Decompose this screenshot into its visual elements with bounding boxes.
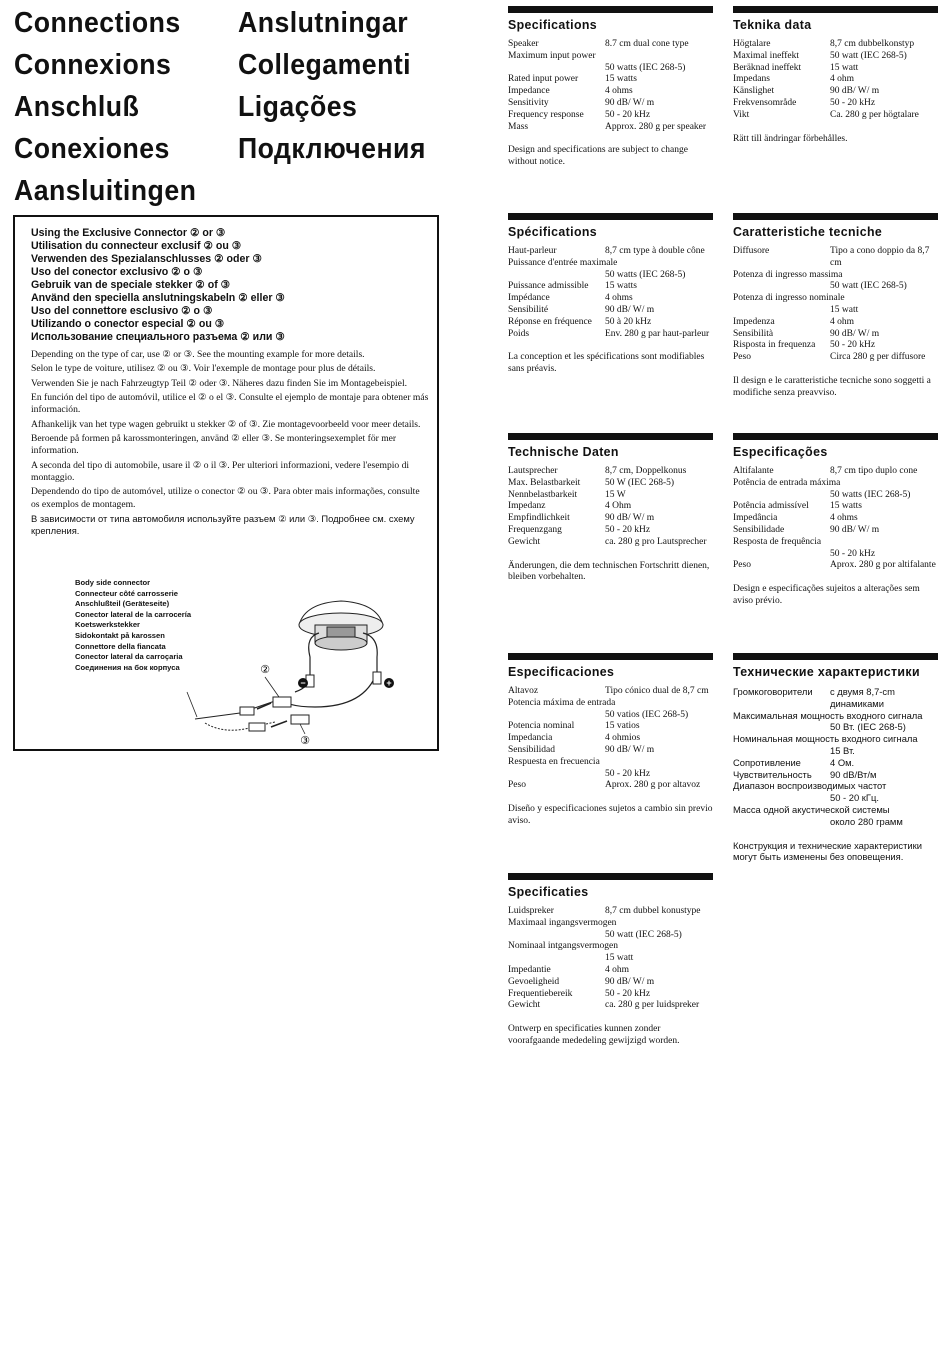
spec-row [733, 246, 938, 270]
spec-label: Potenza di ingresso nominale [733, 293, 845, 304]
spec-row [508, 513, 713, 525]
spec-row [508, 305, 713, 317]
section-rule [508, 433, 713, 440]
section-title: Spécifications [508, 224, 598, 239]
title-connections: Connections [14, 7, 181, 39]
spec-value: 15 vatios [605, 721, 640, 732]
spec-label: Громкоговорители [733, 686, 813, 697]
section-rule [733, 653, 938, 660]
spec-value: 8,7 cm tipo duplo cone [830, 466, 918, 476]
spec-label: Impedantie [508, 964, 551, 975]
spec-label: Potência admissível [733, 501, 809, 512]
spec-note: La conception et les spécifications sont modifiables sans préavis. [508, 352, 705, 375]
spec-value: 50 - 20 кГц. [830, 792, 879, 804]
spec-label: Sensibilité [508, 304, 549, 315]
spec-value: 4 ohms [830, 513, 858, 524]
spec-label: Altifalante [733, 466, 774, 476]
section-title: Especificaciones [508, 664, 615, 679]
spec-row [733, 98, 938, 110]
specs-nl [508, 873, 713, 1048]
specs-ru [733, 653, 938, 863]
para-ru: В зависимости от типа автомобиля используйте разъем ② или ③. Подробнее см. схему крепления. [31, 512, 415, 537]
spec-label: Sensibilidad [508, 744, 555, 755]
spec-row [508, 977, 713, 989]
spec-value: 50 vatios (IEC 268-5) [605, 709, 689, 720]
spec-row [733, 525, 938, 537]
spec-label: Nennbelastbarkeit [508, 489, 578, 500]
label-de: Anschlußteil (Geräteseite) [75, 599, 170, 609]
para-fr: Selon le type de voiture, utilisez ② ou ③. Voir l'exemple de montage pour plus de détails. [31, 363, 376, 375]
spec-label: Maximum input power [508, 50, 596, 61]
spec-value: 50 - 20 kHz [605, 524, 651, 535]
spec-label: Impédance [508, 293, 550, 304]
spec-label: Maximaal ingangsvermogen [508, 917, 617, 928]
heading-nl: Gebruik van de speciale stekker ② of ③ [31, 279, 231, 291]
spec-label: Impedance [508, 86, 550, 97]
spec-value: Aprox. 280 g por altavoz [605, 780, 701, 791]
specs-it [733, 213, 938, 400]
spec-label: Impedância [733, 513, 778, 524]
spec-row [508, 906, 713, 918]
spec-label: Potência de entrada máxima [733, 477, 841, 488]
spec-value: 8,7 cm dubbelkonstyp [830, 39, 915, 49]
spec-label: Nominaal intgangsvermogen [508, 941, 619, 952]
spec-value: 90 dB/ W/ m [830, 86, 880, 97]
section-title: Teknika data [733, 17, 812, 32]
spec-value: 4 ohm [830, 74, 855, 85]
marker-3: ③ [300, 734, 310, 747]
spec-value: 8.7 cm dual cone type [605, 39, 689, 49]
spec-label: Gewicht [508, 1000, 541, 1011]
marker-2: ② [260, 663, 270, 676]
section-rule [508, 6, 713, 13]
spec-row [733, 757, 938, 769]
section-rule [733, 6, 938, 13]
spec-row [508, 686, 713, 698]
spec-row [508, 537, 713, 549]
spec-label: Gevoeligheid [508, 976, 560, 987]
section-rule [733, 213, 938, 220]
spec-value: 4 Ом. [830, 756, 855, 768]
spec-row [508, 122, 713, 134]
spec-value: 4 ohms [605, 86, 633, 97]
title-conexiones: Conexiones [14, 133, 170, 165]
section-title: Especificações [733, 444, 828, 459]
spec-label: Масса одной акустической системы [733, 803, 890, 815]
spec-value: 15 watt [830, 62, 859, 73]
spec-label: Impedanz [508, 501, 546, 512]
spec-label: Högtalare [733, 39, 771, 49]
spec-value: 50 Вт. (IEC 268-5) [830, 721, 906, 733]
spec-value: 90 dB/ W/ m [605, 744, 655, 755]
spec-value: 50 watt (IEC 268-5) [830, 281, 907, 292]
body-connector-leader [187, 692, 197, 717]
plus-sign: + [386, 678, 392, 688]
spec-label: Max. Belastbarkeit [508, 477, 581, 488]
spec-row [733, 352, 938, 364]
heading-it: Uso del connettore esclusivo ② o ③ [31, 305, 213, 317]
spec-label: Beräknad ineffekt [733, 62, 802, 73]
spec-row [508, 745, 713, 757]
spec-value: 15 watts [605, 74, 637, 85]
spec-note: Design e especificações sujeitos a alterações sem aviso prévio. [733, 584, 920, 606]
spec-row [508, 1000, 713, 1012]
specs-de [508, 433, 713, 584]
spec-row [508, 965, 713, 977]
spec-value: 50 - 20 kHz [830, 548, 876, 559]
spec-value: Aprox. 280 g por altifalante [830, 560, 936, 571]
section-rule [508, 653, 713, 660]
para-pt: Dependendo do tipo de automóvel, utilize o conector ② ou ③. Para obter mais informações, consulte os exemplos de montagem. [31, 486, 420, 510]
specs-en [508, 6, 713, 169]
spec-row [733, 63, 938, 75]
spec-label: Peso [508, 780, 526, 791]
spec-value: 4 Ohm [605, 501, 632, 512]
section-title: Caratteristiche tecniche [733, 224, 883, 239]
spec-row [508, 293, 713, 305]
spec-row [733, 769, 938, 781]
title-connexions: Connexions [14, 49, 172, 81]
marker-2-leader [265, 677, 279, 697]
specs-es [508, 653, 713, 828]
spec-label: Potencia máxima de entrada [508, 697, 616, 708]
section-rule [508, 873, 713, 880]
spec-note: Il design e le caratteristiche tecniche sono soggetti a modifiche senza preavviso. [733, 375, 931, 398]
spec-value: 50 W (IEC 268-5) [605, 477, 675, 488]
label-sv: Sidokontakt på karossen [75, 630, 165, 640]
para-es: En función del tipo de automóvil, utilice el ② o el ③. Consulte el ejemplo de montaje para obtener más información. [31, 392, 429, 416]
section-rule [508, 213, 713, 220]
heading-sv: Använd den speciella anslutningskabeln ② eller ③ [31, 292, 285, 304]
spec-value: 15 watt [605, 953, 634, 964]
spec-value: 90 dB/ W/ m [830, 328, 880, 339]
spec-value: 90 dB/ W/ m [830, 524, 880, 535]
section-title: Specificaties [508, 884, 589, 899]
heading-en: Using the Exclusive Connector ② or ③ [31, 227, 226, 239]
spec-value: 15 watts [830, 501, 862, 512]
spec-label: Luidspreker [508, 906, 554, 916]
spec-label: Empfindlichkeit [508, 513, 570, 524]
spec-row [508, 74, 713, 86]
spec-value: 15 watt [830, 304, 859, 315]
spec-label: Altavoz [508, 686, 539, 696]
spec-note: Ontwerp en specificaties kunnen zonder voorafgaande mededeling gewijzigd worden. [508, 1024, 680, 1046]
spec-row [508, 490, 713, 502]
title-ligacoes: Ligações [238, 91, 358, 123]
spec-label: Resposta de frequência [733, 536, 822, 547]
spec-label: Gewicht [508, 536, 541, 547]
para-sv: Beroende på formen på karossmonteringen, använd ② eller ③. Se monteringsexemplet för mer information. [31, 433, 397, 457]
section-title: Технические характеристики [733, 664, 920, 679]
section-title: Specifications [508, 17, 598, 32]
spec-value: 50 - 20 kHz [830, 340, 876, 351]
spec-label: Vikt [733, 109, 750, 120]
label-ru: Соединения на бок корпуса [75, 662, 180, 672]
spec-value: около 280 грамм [830, 815, 903, 827]
connector-box [13, 215, 439, 751]
spec-note: Конструкция и технические характеристики могут быть изменены без оповещения. [733, 839, 922, 863]
spec-row [508, 110, 713, 122]
spec-value: 50 à 20 kHz [605, 316, 652, 327]
spec-value: ca. 280 g per luidspreker [605, 1000, 700, 1011]
spec-row [733, 466, 938, 478]
label-it: Connettore della fiancata [75, 641, 166, 651]
spec-value: Tipo a cono doppio da 8,7 cm [830, 246, 930, 268]
titles-left [14, 2, 196, 212]
spec-value: 15 W [605, 489, 626, 500]
spec-value: ca. 280 g pro Lautsprecher [605, 536, 707, 547]
spec-value: 90 dB/ W/ m [605, 976, 655, 987]
spec-label: Frekvensområde [733, 97, 797, 108]
minus-sign: − [300, 678, 306, 688]
spec-row [733, 51, 938, 63]
spec-row [508, 478, 713, 490]
spec-row [508, 721, 713, 733]
spec-label: Haut-parleur [508, 246, 557, 256]
spec-value: 15 Вт. [830, 744, 855, 756]
spec-row [508, 317, 713, 329]
connector-diagram [165, 597, 405, 747]
spec-row [733, 513, 938, 525]
spec-label: Чувствительность [733, 768, 812, 780]
specs-pt [733, 433, 938, 608]
spec-value: 50 - 20 kHz [605, 109, 651, 120]
spec-row [733, 686, 938, 710]
spec-row [508, 39, 713, 51]
spec-row [508, 86, 713, 98]
spec-value: 4 ohm [830, 316, 855, 327]
spec-label: Puissance admissible [508, 281, 589, 292]
heading-pt: Utilizando o conector especial ② ou ③ [31, 318, 225, 330]
spec-value: Ca. 280 g per högtalare [830, 109, 919, 120]
plug-plus [373, 672, 381, 684]
cable-assembly [195, 697, 309, 731]
spec-label: Impedenza [733, 316, 775, 327]
spec-row [733, 317, 938, 329]
spec-row [508, 780, 713, 792]
label-nl: Koetswerkstekker [75, 620, 141, 630]
spec-value: Approx. 280 g per speaker [605, 121, 707, 132]
spec-label: Rated input power [508, 74, 579, 85]
spec-row [733, 74, 938, 86]
spec-row [508, 525, 713, 537]
spec-value: Tipo cónico dual de 8,7 cm [605, 686, 709, 696]
spec-label: Peso [733, 560, 751, 571]
spec-value: с двумя 8,7-cm динамиками [830, 686, 895, 709]
label-fr: Connecteur côté carrosserie [75, 588, 178, 598]
spec-row [508, 329, 713, 341]
spec-row [508, 733, 713, 745]
spec-value: 50 - 20 kHz [830, 97, 876, 108]
spec-value: 15 watts [605, 281, 637, 292]
label-es: Conector lateral de la carrocería [75, 609, 192, 619]
spec-label: Peso [733, 352, 751, 363]
spec-label: Sensitivity [508, 97, 549, 108]
spec-row [733, 110, 938, 122]
spec-value: 90 dB/ W/ m [605, 304, 655, 315]
spec-value: 8,7 cm type à double cône [605, 246, 705, 256]
heading-ru: Использование специального разъема ② или ③ [31, 331, 285, 343]
spec-label: Frequency response [508, 109, 584, 120]
spec-label: Impedancia [508, 733, 553, 744]
spec-label: Диапазон воспроизводимых частот [733, 780, 887, 792]
specs-sv [733, 6, 938, 145]
spec-value: Circa 280 g per diffusore [830, 352, 926, 363]
spec-label: Potenza di ingresso massima [733, 269, 843, 280]
spec-row [733, 340, 938, 352]
spec-value: 4 ohmios [605, 733, 641, 744]
spec-label: Maximal ineffekt [733, 50, 800, 61]
spec-label: Speaker [508, 39, 539, 49]
speaker-drawing [299, 601, 383, 650]
spec-row [508, 466, 713, 478]
spec-label: Mass [508, 121, 529, 132]
spec-row [508, 989, 713, 1001]
spec-note: Änderungen, die dem technischen Fortschritt dienen, bleiben vorbehalten. [508, 560, 710, 583]
spec-label: Poids [508, 328, 530, 339]
label-en: Body side connector [75, 578, 151, 587]
spec-label: Sensibilità [733, 328, 774, 339]
spec-label: Сопротивление [733, 756, 801, 768]
spec-row [733, 86, 938, 98]
spec-row [508, 281, 713, 293]
spec-label: Sensibilidade [733, 524, 785, 535]
spec-value: 50 watt (IEC 268-5) [605, 929, 682, 940]
titles-right [238, 2, 426, 170]
para-it: A seconda del tipo di automobile, usare il ② o il ③. Per ulteriori informazioni, vedere l'esempio di montaggio. [31, 459, 410, 483]
spec-row [733, 329, 938, 341]
title-podklyucheniya: Подключения [238, 133, 426, 165]
spec-note: Diseño y especificaciones sujetos a cambio sin previo aviso. [508, 804, 713, 826]
spec-row [508, 246, 713, 258]
spec-label: Максимальная мощность входного сигнала [733, 709, 923, 721]
spec-label: Номинальная мощность входного сигнала [733, 733, 918, 745]
spec-value: 8,7 cm dubbel konustype [605, 906, 701, 916]
heading-es: Uso del conector exclusivo ② o ③ [31, 266, 203, 278]
spec-note: Rätt till ändringar förbehålles. [733, 133, 848, 144]
section-title: Technische Daten [508, 444, 619, 459]
title-collegamenti: Collegamenti [238, 49, 412, 81]
spec-value: 4 ohms [605, 293, 633, 304]
heading-de: Verwenden des Spezialanschlusses ② oder ③ [31, 253, 262, 265]
spec-value: 8,7 cm, Doppelkonus [605, 466, 687, 476]
spec-label: Frequentiebereik [508, 988, 573, 999]
spec-label: Respuesta en frecuencia [508, 756, 600, 767]
spec-label: Lautsprecher [508, 466, 558, 476]
title-aansluitingen: Aansluitingen [14, 175, 197, 207]
spec-label: Impedans [733, 74, 770, 85]
spec-label: Puissance d'entrée maximale [508, 257, 618, 268]
heading-fr: Utilisation du connecteur exclusif ② ou ③ [31, 240, 242, 252]
para-en: Depending on the type of car, use ② or ③. See the mounting example for more details. [31, 349, 365, 360]
spec-label: Diffusore [733, 246, 770, 256]
marker-3-leader [300, 724, 305, 734]
para-de: Verwenden Sie je nach Fahrzeugtyp Teil ② oder ③. Näheres dazu finden Sie im Montagebeispiel. [31, 377, 408, 389]
spec-value: 50 watts (IEC 268-5) [830, 489, 911, 500]
spec-value: 50 watts (IEC 268-5) [605, 269, 686, 280]
spec-value: Env. 280 g par haut-parleur [605, 328, 710, 339]
spec-value: 90 dB/ W/ m [605, 97, 655, 108]
spec-value: 50 - 20 kHz [605, 768, 651, 779]
spec-value: 90 dB/ W/ m [605, 513, 655, 524]
title-anschluss: Anschluß [14, 91, 140, 123]
spec-value: 90 dB/Вт/м [830, 768, 877, 780]
connector-headings [31, 227, 285, 344]
spec-value: 50 - 20 kHz [605, 988, 651, 999]
spec-row [508, 98, 713, 110]
spec-row [508, 501, 713, 513]
spec-value: 50 watt (IEC 268-5) [830, 50, 907, 61]
para-nl: Afhankelijk van het type wagen gebruikt u stekker ② of ③. Zie montagevoorbeeld voor meer details. [31, 418, 421, 430]
spec-value: 50 watts (IEC 268-5) [605, 62, 686, 73]
spec-label: Frequenzgang [508, 524, 562, 535]
spec-row [733, 501, 938, 513]
spec-label: Réponse en fréquence [508, 316, 592, 327]
section-rule [733, 433, 938, 440]
spec-row [733, 560, 938, 572]
specs-fr [508, 213, 713, 376]
spec-label: Känslighet [733, 86, 775, 97]
spec-value: 4 ohm [605, 964, 630, 975]
connector-paragraphs [31, 349, 429, 540]
label-pt: Conector lateral da carroçaria [75, 652, 183, 662]
spec-row [733, 39, 938, 51]
title-anslutningar: Anslutningar [238, 7, 409, 39]
spec-label: Risposta in frequenza [733, 340, 816, 351]
spec-label: Potencia nominal [508, 721, 575, 732]
spec-note: Design and specifications are subject to change without notice. [508, 145, 688, 168]
